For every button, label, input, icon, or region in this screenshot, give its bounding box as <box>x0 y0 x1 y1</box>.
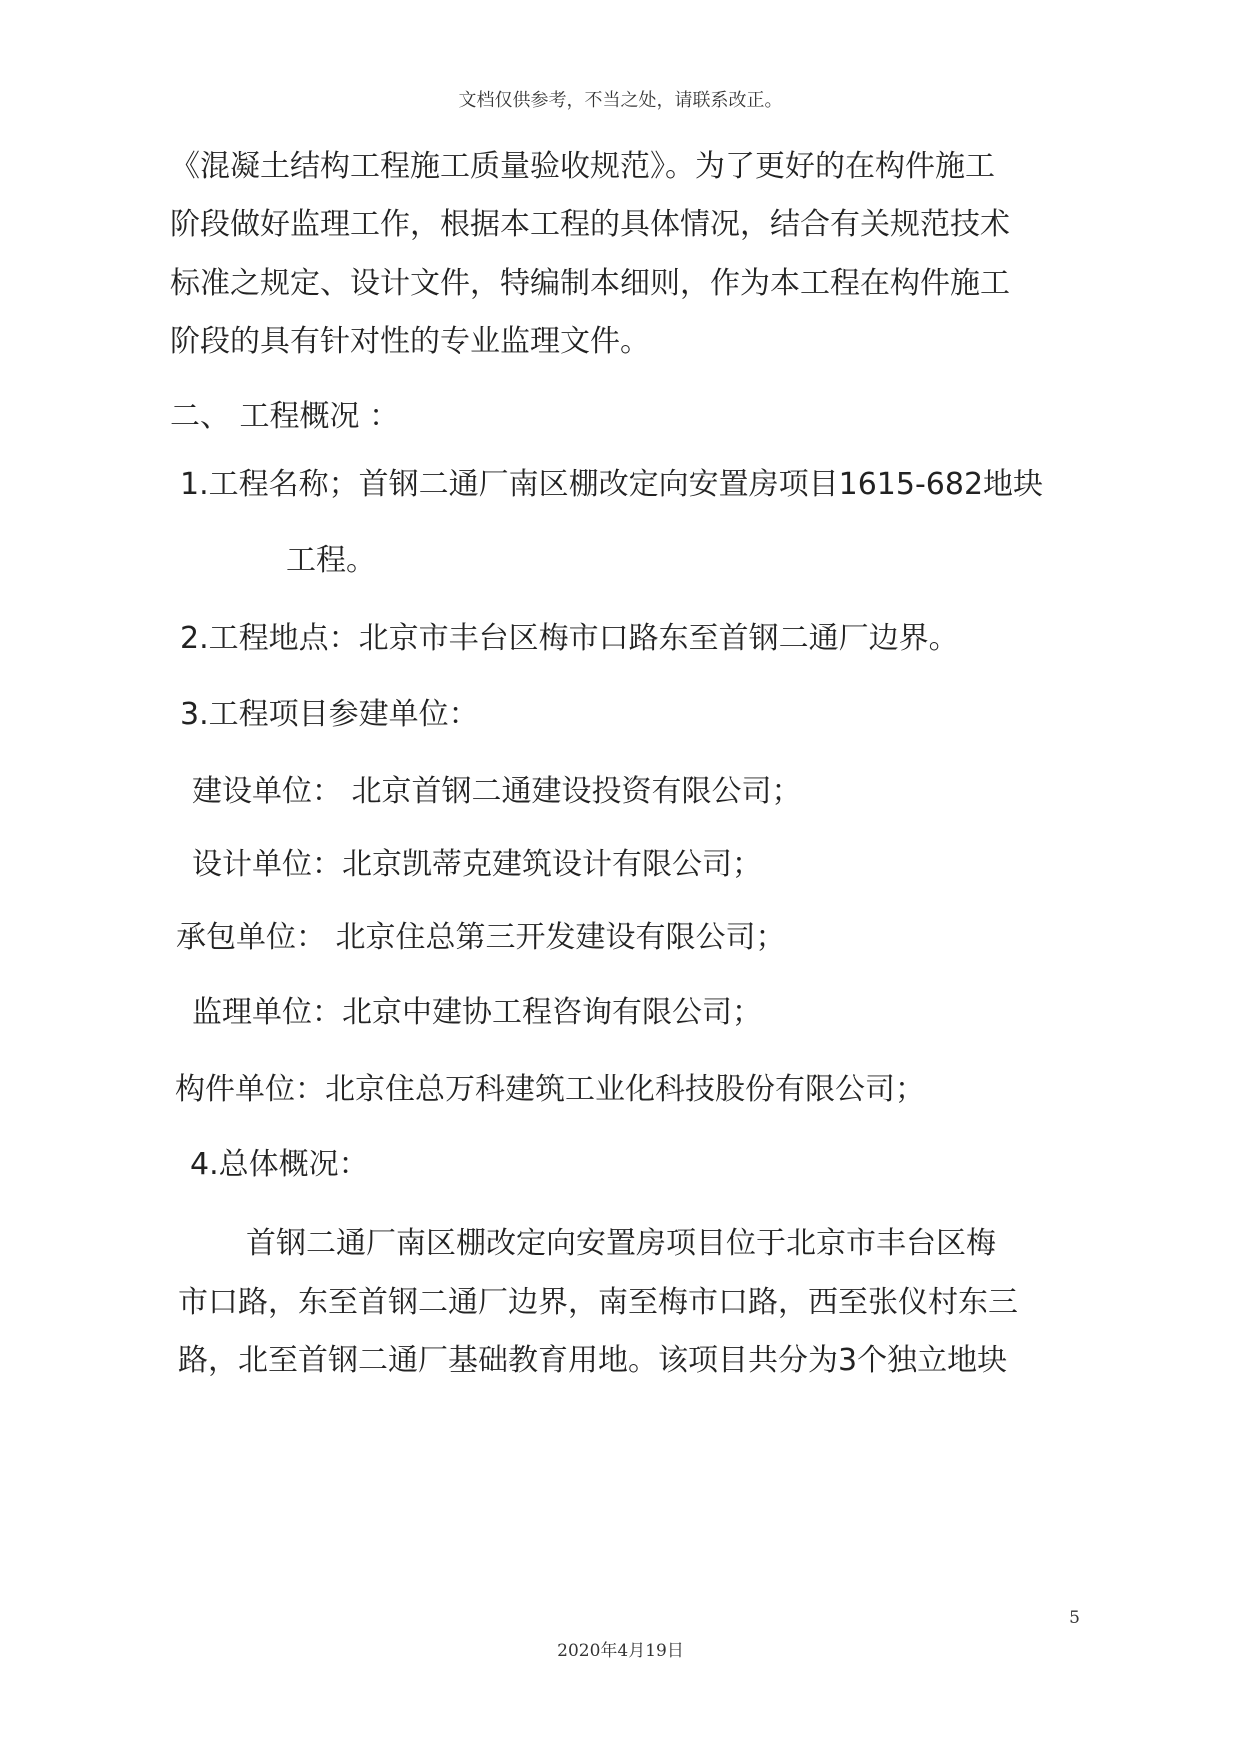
overview-line: 首钢二通厂南区棚改定向安置房项目位于北京市丰台区梅 <box>246 1226 996 1261</box>
project-name-continuation: 工程。 <box>286 543 376 578</box>
overview-line: 市口路，东至首钢二通厂边界，南至梅市口路，西至张仪村东三 <box>178 1285 1018 1320</box>
intro-line: 阶段做好监理工作，根据本工程的具体情况，结合有关规范技术 <box>170 207 1010 242</box>
page-header-notice: 文档仅供参考，不当之处，请联系改正。 <box>458 90 783 111</box>
component-unit: 构件单位：北京住总万科建筑工业化科技股份有限公司； <box>175 1072 925 1107</box>
project-name-line: 1.工程名称；首钢二通厂南区棚改定向安置房项目1615-682地块 <box>180 467 1044 502</box>
overview-line: 路，北至首钢二通厂基础教育用地。该项目共分为3个独立地块 <box>178 1343 1008 1378</box>
designer-unit: 设计单位：北京凯蒂克建筑设计有限公司； <box>192 847 762 882</box>
section-heading: 二、 工程概况 ： <box>170 399 400 434</box>
supervisor-unit: 监理单位：北京中建协工程咨询有限公司； <box>192 995 762 1030</box>
intro-line: 《混凝土结构工程施工质量验收规范》。为了更好的在构件施工 <box>170 149 995 184</box>
contractor-unit: 承包单位： 北京住总第三开发建设有限公司； <box>176 920 786 955</box>
overview-title: 4.总体概况： <box>190 1147 369 1182</box>
intro-line: 阶段的具有针对性的专业监理文件。 <box>170 324 650 359</box>
owner-unit: 建设单位： 北京首钢二通建设投资有限公司； <box>192 774 802 809</box>
footer-date: 2020年4月19日 <box>557 1641 684 1661</box>
page-number: 5 <box>1069 1608 1080 1628</box>
participants-title: 3.工程项目参建单位： <box>180 697 479 732</box>
project-location: 2.工程地点：北京市丰台区梅市口路东至首钢二通厂边界。 <box>180 621 959 656</box>
intro-line: 标准之规定、设计文件，特编制本细则，作为本工程在构件施工 <box>170 266 1010 301</box>
